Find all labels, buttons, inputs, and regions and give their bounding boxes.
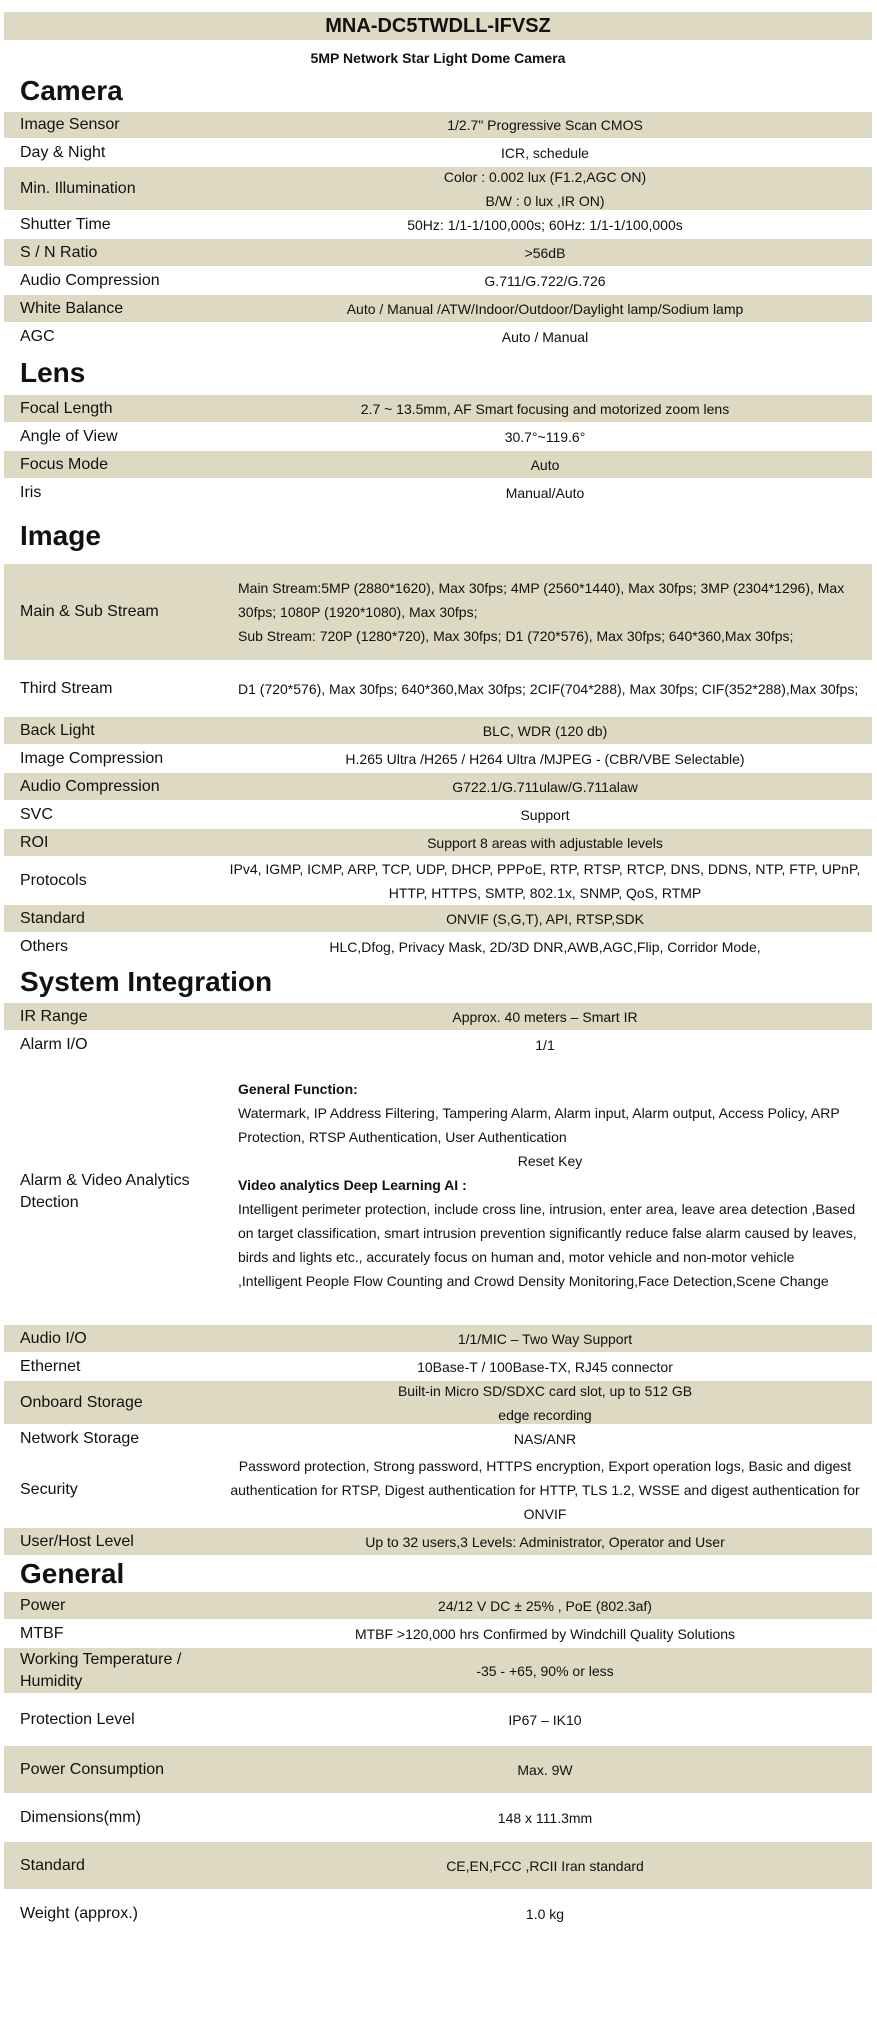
spec-row	[4, 1620, 872, 1648]
spec-row	[4, 423, 872, 451]
spec-label: Angle of View	[20, 427, 118, 445]
spec-label: Dimensions(mm)	[20, 1808, 141, 1826]
spec-value	[228, 1427, 872, 1451]
spec-label: User/Host Level	[20, 1532, 134, 1550]
spec-value-line: IPv4, IGMP, ICMP, ARP, TCP, UDP, DHCP, PPPoE, RTP, RTSP, RTCP, DNS, DDNS, NTP, FTP, UPnP, HTTP, HTTPS, SMTP, 802.1x, SNMP, QoS, RTMP	[229, 860, 861, 901]
spec-label: Network Storage	[20, 1429, 140, 1447]
ai-text: Intelligent perimeter protection, include cross line, intrusion, enter area, leave area detection ,Based on target classification, smart intrusion prevention significantly reduce false alarm caused by leaves, birds and lights etc., accurately focus on human and, motor vehicle and non-motor vehicle ,Intelligent People Flow Counting and Crowd Density Monitoring,Face Detection,Scene Change	[238, 1200, 857, 1289]
spec-label: Alarm I/O	[20, 1035, 88, 1053]
spec-row	[4, 773, 872, 801]
spec-row	[4, 717, 872, 745]
spec-value-line: 1/1/MIC – Two Way Support	[457, 1330, 633, 1347]
spec-row	[4, 1003, 872, 1031]
spec-value	[228, 297, 872, 321]
section-image-title: Image	[20, 520, 101, 551]
spec-value-line: -35 - +65, 90% or less	[476, 1662, 614, 1679]
spec-label: Focus Mode	[20, 455, 109, 473]
spec-value-line: CE,EN,FCC ,RCII Iran standard	[446, 1857, 644, 1874]
spec-row	[4, 857, 872, 905]
spec-value-line: Auto / Manual	[501, 328, 589, 345]
spec-label: Min. Illumination	[20, 179, 136, 197]
ai-heading: Video analytics Deep Learning AI :	[238, 1176, 467, 1193]
spec-row	[4, 167, 872, 211]
spec-row	[4, 1325, 872, 1353]
spec-row	[4, 564, 872, 661]
spec-value-line: >56dB	[524, 244, 566, 261]
general-function-text: Watermark, IP Address Filtering, Tampering Alarm, Alarm input, Alarm output, Access Policy, ARP Protection, RTSP Authentication, User Authentication	[238, 1104, 840, 1145]
spec-row	[4, 1425, 872, 1453]
section-camera-title: Camera	[20, 75, 123, 106]
spec-label: Alarm & Video Analytics Dtection	[20, 1171, 190, 1211]
spec-row	[4, 1353, 872, 1381]
spec-row	[4, 295, 872, 323]
spec-row	[4, 1648, 872, 1694]
spec-value-line: Support 8 areas with adjustable levels	[427, 834, 663, 851]
spec-value-line: G.711/G.722/G.726	[484, 272, 606, 289]
spec-value-line: 1/2.7" Progressive Scan CMOS	[447, 117, 643, 133]
spec-label: Iris	[20, 483, 42, 501]
spec-value	[228, 1854, 872, 1878]
spec-row	[4, 451, 872, 479]
spec-value	[228, 241, 872, 265]
product-subtitle: 5MP Network Star Light Dome Camera	[310, 50, 566, 66]
spec-value	[228, 1902, 872, 1926]
spec-value	[228, 141, 872, 165]
spec-value-line: 50Hz: 1/1-1/100,000s; 60Hz: 1/1-1/100,000s	[407, 216, 683, 233]
spec-value	[228, 935, 872, 959]
spec-label: Audio Compression	[20, 777, 160, 795]
spec-value	[228, 1454, 872, 1526]
spec-value-line: Main Stream:5MP (2880*1620), Max 30fps; 4MP (2560*1440), Max 30fps; 3MP (2304*1296), Max 30fps; 1080P (1920*1080), Max 30fps;	[238, 580, 845, 620]
spec-label: Power Consumption	[20, 1760, 165, 1778]
spec-value-line: Support	[520, 806, 570, 823]
spec-value-line: Approx. 40 meters – Smart IR	[452, 1008, 638, 1025]
spec-label: ROI	[20, 833, 49, 851]
spec-value-line: Up to 32 users,3 Levels: Administrator, Operator and User	[365, 1533, 725, 1550]
spec-value	[228, 1622, 872, 1646]
spec-row	[4, 323, 872, 351]
spec-row	[4, 1794, 872, 1842]
spec-value	[228, 453, 872, 477]
spec-value-line: Manual/Auto	[505, 484, 585, 501]
spec-row	[4, 1031, 872, 1059]
spec-value-line: H.265 Ultra /H265 / H264 Ultra /MJPEG - (CBR/VBE Selectable)	[345, 750, 745, 767]
spec-label: Focal Length	[20, 399, 113, 417]
spec-row	[4, 661, 872, 717]
spec-value-line: 148 x 111.3mm	[497, 1809, 593, 1826]
spec-value	[228, 907, 872, 931]
spec-sheet	[4, 12, 872, 1938]
spec-row	[4, 1528, 872, 1556]
spec-label: Protocols	[20, 871, 87, 889]
spec-value-line: Password protection, Strong password, HTTPS encryption, Export operation logs, Basic and digest authentication for RTSP, Digest authentication for HTTP, TLS 1.2, WSSE and digest authentication for ONVIF	[230, 1458, 860, 1522]
spec-row	[4, 933, 872, 961]
spec-value	[228, 576, 872, 648]
spec-label: Back Light	[20, 721, 95, 739]
spec-value	[228, 1708, 872, 1732]
spec-row	[4, 1842, 872, 1890]
spec-row	[4, 1746, 872, 1794]
spec-row	[4, 479, 872, 507]
spec-value-line: 1/1	[535, 1036, 555, 1053]
spec-row	[4, 112, 872, 139]
section-lens-title: Lens	[20, 357, 86, 388]
spec-row	[4, 1381, 872, 1425]
spec-row	[4, 829, 872, 857]
spec-value	[228, 1594, 872, 1618]
spec-label: SVC	[20, 805, 53, 823]
spec-value-line: edge recording	[498, 1406, 592, 1423]
spec-row	[4, 801, 872, 829]
spec-row	[4, 745, 872, 773]
spec-value-line: Auto	[530, 456, 560, 473]
spec-value-line: Sub Stream: 720P (1280*720), Max 30fps; D1 (720*576), Max 30fps; 640*360,Max 30fps;	[238, 628, 794, 644]
spec-row	[4, 239, 872, 267]
spec-row	[4, 139, 872, 167]
spec-row	[4, 1890, 872, 1938]
spec-value	[228, 775, 872, 799]
spec-label: Working Temperature / Humidity	[20, 1650, 182, 1690]
spec-label: Standard	[20, 909, 85, 927]
general-table	[4, 1592, 872, 1938]
spec-label: Onboard Storage	[20, 1393, 143, 1411]
spec-value	[228, 1806, 872, 1830]
spec-row	[4, 1694, 872, 1746]
spec-value-line: 1.0 kg	[525, 1905, 565, 1922]
spec-value	[228, 1071, 872, 1313]
spec-value-line: Color : 0.002 lux (F1.2,AGC ON)	[443, 168, 647, 185]
spec-label: Protection Level	[20, 1710, 135, 1728]
spec-value	[228, 747, 872, 771]
spec-value	[228, 1758, 872, 1782]
spec-value-line: Built-in Micro SD/SDXC card slot, up to 512 GB	[397, 1382, 693, 1399]
spec-label: IR Range	[20, 1007, 88, 1025]
spec-value	[228, 425, 872, 449]
spec-value-line: BLC, WDR (120 db)	[482, 722, 608, 739]
spec-value	[228, 857, 872, 905]
spec-row	[4, 905, 872, 933]
spec-label: Audio I/O	[20, 1329, 87, 1347]
spec-value	[228, 1355, 872, 1379]
spec-value	[228, 213, 872, 237]
general-function-heading: General Function:	[238, 1080, 358, 1097]
section-system-title: System Integration	[20, 966, 273, 997]
lens-table	[4, 395, 872, 507]
spec-value-line: IP67 – IK10	[508, 1711, 582, 1728]
spec-label: Image Sensor	[20, 116, 120, 133]
spec-value-line: 10Base-T / 100Base-TX, RJ45 connector	[417, 1358, 673, 1375]
spec-label: Main & Sub Stream	[20, 603, 159, 620]
spec-value-line: MTBF >120,000 hrs Confirmed by Windchill Quality Solutions	[354, 1625, 736, 1642]
spec-value	[228, 677, 872, 701]
spec-value-line: 30.7°~119.6°	[504, 428, 586, 445]
spec-value-line: D1 (720*576), Max 30fps; 640*360,Max 30fps; 2CIF(704*288), Max 30fps; CIF(352*288),Max 30fps;	[238, 680, 859, 697]
spec-value	[228, 325, 872, 349]
spec-row	[4, 267, 872, 295]
spec-row-analytics	[4, 1059, 872, 1325]
spec-value-line: 24/12 V DC ± 25% , PoE (802.3af)	[438, 1597, 652, 1614]
section-general-title: General	[20, 1558, 125, 1589]
spec-label: Shutter Time	[20, 215, 111, 233]
spec-label: S / N Ratio	[20, 243, 98, 261]
spec-label: Security	[20, 1481, 78, 1498]
camera-table	[4, 112, 872, 351]
reset-key-text: Reset Key	[517, 1152, 583, 1169]
spec-value	[228, 831, 872, 855]
spec-value	[228, 481, 872, 505]
spec-value-line: ONVIF (S,G,T), API, RTSP,SDK	[446, 910, 644, 927]
spec-value	[228, 165, 872, 213]
spec-row	[4, 1592, 872, 1620]
spec-row	[4, 1453, 872, 1528]
spec-value	[228, 1033, 872, 1057]
spec-value-line: G722.1/G.711ulaw/G.711alaw	[452, 778, 638, 795]
system-table-2	[4, 1325, 872, 1556]
spec-label: Power	[20, 1596, 66, 1614]
spec-label: Others	[20, 937, 69, 955]
spec-value	[228, 1005, 872, 1029]
spec-value	[228, 397, 872, 421]
model-title: MNA-DC5TWDLL-IFVSZ	[4, 12, 872, 40]
spec-value-line: Auto / Manual /ATW/Indoor/Outdoor/Daylight lamp/Sodium lamp	[346, 300, 744, 317]
spec-label: Audio Compression	[20, 271, 160, 289]
spec-value	[228, 1327, 872, 1351]
spec-value	[228, 1379, 872, 1427]
spec-value	[228, 269, 872, 293]
spec-value	[228, 803, 872, 827]
spec-value	[228, 719, 872, 743]
spec-row	[4, 211, 872, 239]
spec-value-line: B/W : 0 lux ,IR ON)	[485, 192, 605, 209]
spec-label: Weight (approx.)	[20, 1904, 138, 1922]
spec-value-line: 2.7 ~ 13.5mm, AF Smart focusing and motorized zoom lens	[360, 400, 730, 417]
system-table	[4, 1003, 872, 1059]
spec-value-line: HLC,Dfog, Privacy Mask, 2D/3D DNR,AWB,AGC,Flip, Corridor Mode,	[329, 938, 761, 955]
spec-label: Image Compression	[20, 749, 164, 767]
spec-value-line: NAS/ANR	[513, 1430, 577, 1447]
spec-label: Day & Night	[20, 143, 106, 161]
spec-value	[228, 1659, 872, 1683]
image-table	[4, 564, 872, 961]
spec-value	[228, 113, 872, 137]
spec-label: White Balance	[20, 299, 124, 317]
spec-label: AGC	[20, 327, 55, 345]
spec-value-line: ICR, schedule	[501, 144, 589, 161]
spec-value	[228, 1530, 872, 1554]
spec-row	[4, 395, 872, 423]
spec-label: Third Stream	[20, 679, 113, 697]
spec-label: MTBF	[20, 1624, 64, 1642]
spec-label: Standard	[20, 1856, 85, 1874]
spec-value-line: Max. 9W	[517, 1761, 573, 1778]
spec-label: Ethernet	[20, 1357, 81, 1375]
